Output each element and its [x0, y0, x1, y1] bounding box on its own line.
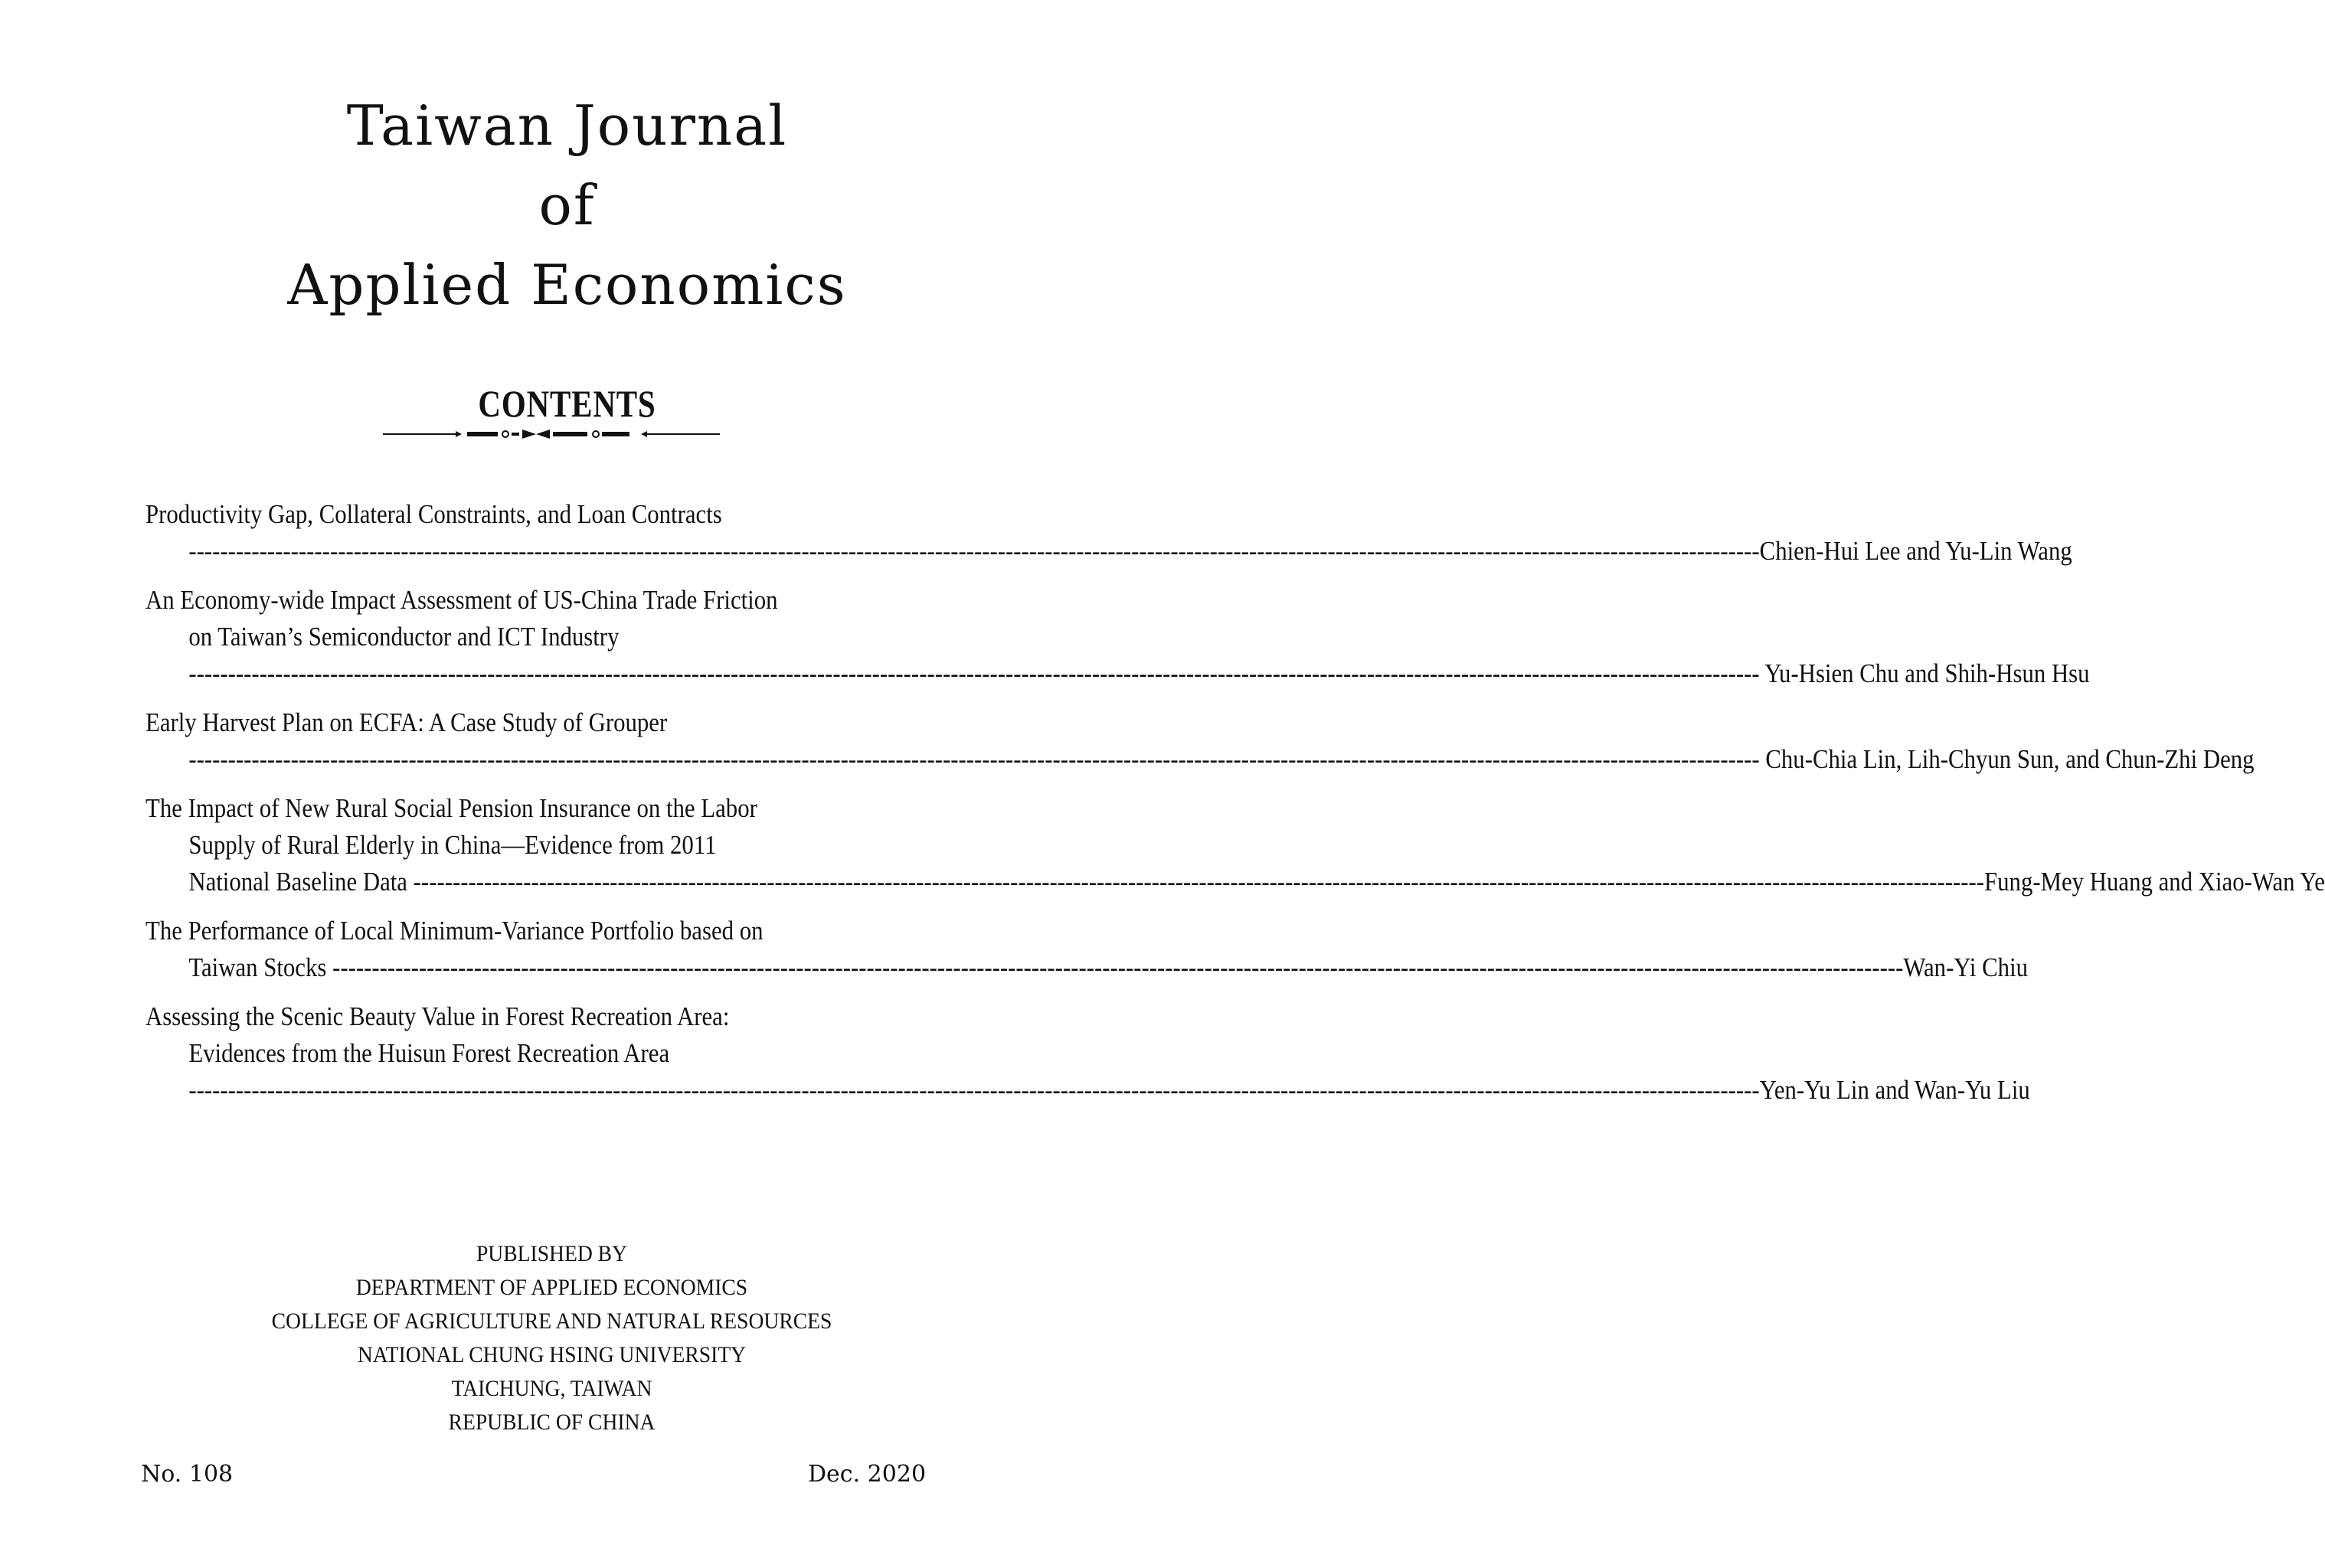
leader-dashes: --------------------------------------------------------------------------------------------------------------------------------------------------------------------------------------------------------: [188, 536, 1760, 566]
article-authors: Yu-Hsien Chu and Shih-Hsun Hsu: [1759, 658, 2090, 688]
toc-entry: [146, 496, 2072, 570]
article-title-line: Evidences from the Huisun Forest Recreation Area: [188, 1038, 670, 1068]
article-authors: Chu-Chia Lin, Lih-Chyun Sun, and Chun-Zhi Deng: [1759, 744, 2255, 774]
publisher-line: COLLEGE OF AGRICULTURE AND NATURAL RESOURCES: [271, 1308, 832, 1334]
article-title-line: on Taiwan’s Semiconductor and ICT Industry: [188, 622, 620, 652]
journal-title-line-1: Taiwan Journal: [346, 93, 788, 158]
article-title-line: Assessing the Scenic Beauty Value in Forest Recreation Area:: [146, 1001, 730, 1031]
leader-dashes: --------------------------------------------------------------------------------------------------------------------------------------------------------------------------------------------------------: [188, 744, 1760, 774]
article-title-line: Supply of Rural Elderly in China—Evidence from 2011: [188, 830, 717, 860]
toc-entry: [146, 913, 2029, 986]
issue-date: Dec. 2020: [808, 1461, 927, 1488]
contents-heading: CONTENTS: [478, 382, 656, 425]
article-title-line: The Impact of New Rural Social Pension Insurance on the Labor: [146, 793, 757, 823]
publisher-block: [0, 1237, 1104, 1439]
article-author-line: [146, 864, 2325, 900]
article-author-line: [146, 533, 2072, 570]
table-of-contents: [146, 496, 2325, 1121]
journal-title-line-3: Applied Economics: [287, 253, 847, 317]
article-title-line: An Economy-wide Impact Assessment of US-China Trade Friction: [146, 585, 778, 615]
publisher-line: DEPARTMENT OF APPLIED ECONOMICS: [355, 1275, 748, 1300]
journal-title-line-2: of: [538, 173, 596, 237]
article-title-line: Productivity Gap, Collateral Constraints, and Loan Contracts: [146, 499, 722, 529]
article-authors: Wan-Yi Chiu: [1903, 952, 2029, 982]
publisher-line: PUBLISHED BY: [476, 1241, 628, 1266]
article-authors: Yen-Yu Lin and Wan-Yu Liu: [1759, 1075, 2030, 1105]
toc-entry: [146, 704, 2255, 778]
article-author-line: [146, 949, 2029, 986]
toc-entry: [146, 998, 2030, 1109]
article-title-tail: National Baseline Data: [188, 867, 414, 897]
publisher-line: NATIONAL CHUNG HSING UNIVERSITY: [357, 1342, 747, 1367]
leader-dashes: --------------------------------------------------------------------------------------------------------------------------------------------------------------------------------------------------------: [413, 867, 1985, 897]
leader-dashes: --------------------------------------------------------------------------------------------------------------------------------------------------------------------------------------------------------: [188, 658, 1760, 688]
article-title-line: Early Harvest Plan on ECFA: A Case Study of Grouper: [146, 707, 668, 737]
article-author-line: [146, 655, 2090, 692]
publisher-line: REPUBLIC OF CHINA: [448, 1410, 656, 1435]
issue-number: No. 108: [141, 1461, 234, 1488]
leader-dashes: --------------------------------------------------------------------------------------------------------------------------------------------------------------------------------------------------------: [332, 952, 1904, 982]
article-title-tail: Taiwan Stocks: [188, 952, 333, 982]
article-author-line: [146, 1072, 2030, 1109]
toc-entry: [146, 582, 2090, 692]
toc-entry: [146, 790, 2325, 900]
article-author-line: [146, 741, 2255, 778]
publisher-line: TAICHUNG, TAIWAN: [451, 1376, 652, 1401]
leader-dashes: --------------------------------------------------------------------------------------------------------------------------------------------------------------------------------------------------------: [188, 1075, 1760, 1105]
ornament-divider: [383, 423, 720, 446]
article-authors: Fung-Mey Huang and Xiao-Wan Ye: [1984, 867, 2325, 897]
article-title-line: The Performance of Local Minimum-Variance Portfolio based on: [146, 916, 764, 946]
article-authors: Chien-Hui Lee and Yu-Lin Wang: [1759, 536, 2072, 566]
